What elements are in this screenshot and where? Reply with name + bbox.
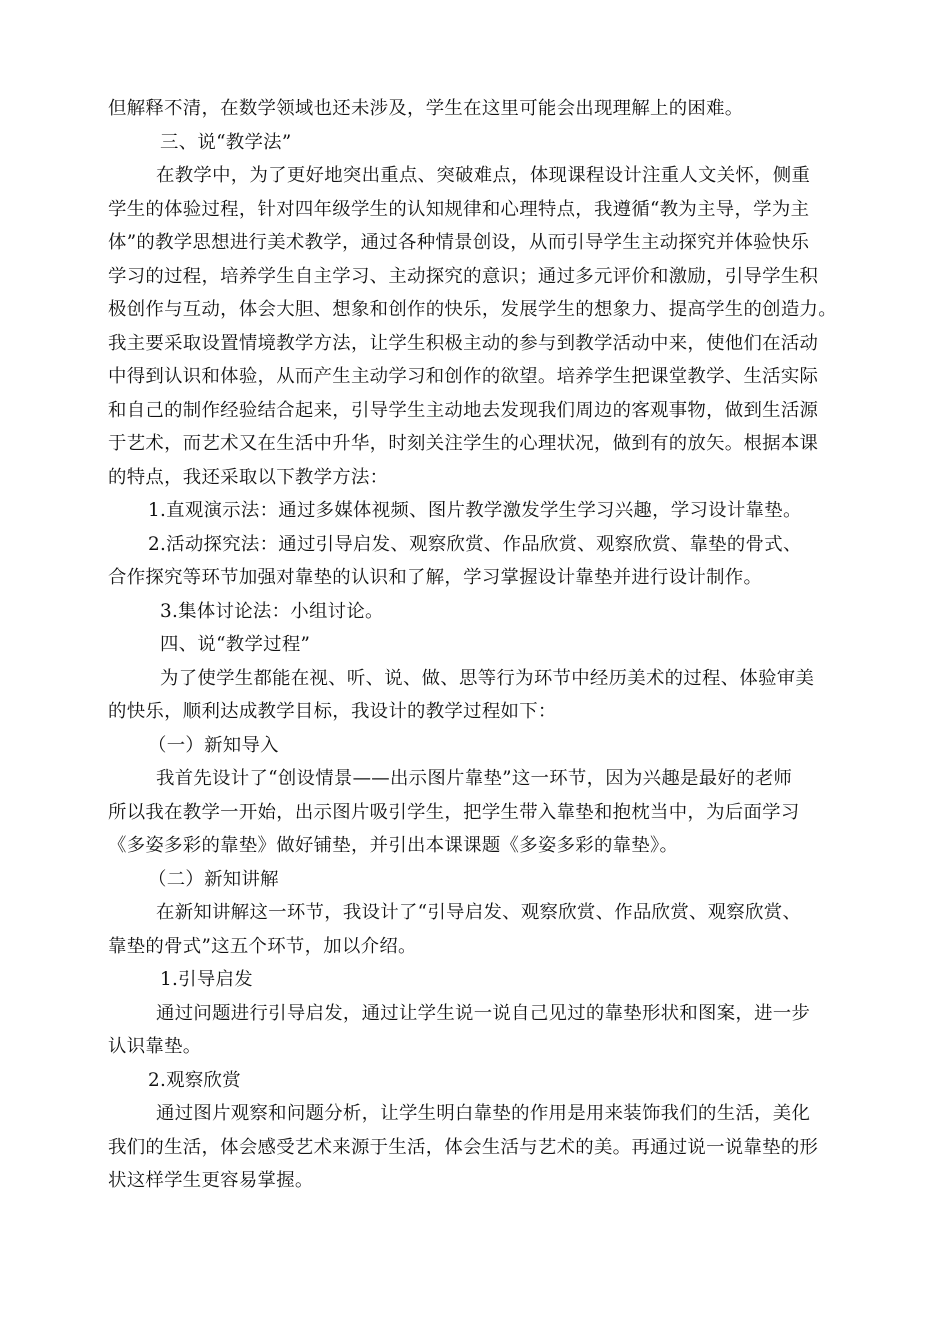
text-line: 通过图片观察和问题分析，让学生明白靠垫的作用是用来装饰我们的生活，美化 — [156, 1103, 811, 1124]
text-line: 但解释不清，在数学领域也还未涉及，学生在这里可能会出现理解上的困难。 — [108, 98, 744, 119]
text-line: 我们的生活，体会感受艺术来源于生活，体会生活与艺术的美。再通过说一说靠垫的形 — [108, 1136, 819, 1158]
text-line: 通过问题进行引导启发，通过让学生说一说自己见过的靠垫形状和图案，进一步 — [156, 1002, 811, 1024]
text-line: 我首先设计了“创设情景——出示图片靠垫”这一环节，因为兴趣是最好的老师 — [156, 768, 793, 789]
document-page — [108, 92, 850, 1198]
text-line: 《多姿多彩的靠垫》做好铺垫，并引出本课课题《多姿多彩的靠垫》。 — [108, 835, 679, 856]
text-line: 极创作与互动，体会大胆、想象和创作的快乐，发展学生的想象力、提高学生的创造力。 — [108, 299, 837, 320]
text-line: 在新知讲解这一环节，我设计了“引导启发、观察欣赏、作品欣赏、观察欣赏、 — [156, 902, 802, 923]
text-line: 学生的体验过程，针对四年级学生的认知规律和心理特点，我遵循“教为主导，学为主 — [108, 198, 810, 220]
text-line: 四、说“教学过程” — [160, 634, 311, 655]
text-line: 合作探究等环节加强对靠垫的认识和了解，学习掌握设计靠垫并进行设计制作。 — [108, 567, 763, 588]
text-line: 2.活动探究法：通过引导启发、观察欣赏、作品欣赏、观察欣赏、靠垫的骨式、 — [148, 533, 802, 555]
text-line: 体”的教学思想进行美术教学，通过各种情景创设，从而引导学生主动探究并体验快乐 — [108, 232, 810, 253]
text-line: 学习的过程，培养学生自主学习、主动探究的意识；通过多元评价和激励，引导学生积 — [108, 265, 819, 287]
text-line: 3.集体讨论法：小组讨论。 — [160, 600, 384, 622]
text-line: 认识靠垫。 — [108, 1036, 202, 1057]
text-line: （一）新知导入 — [148, 734, 279, 756]
text-line: 我主要采取设置情境教学方法，让学生积极主动的参与到教学活动中来，使他们在活动 — [108, 332, 819, 354]
text-line: 在教学中，为了更好地突出重点、突破难点，体现课程设计注重人文关怀，侧重 — [156, 165, 811, 186]
text-line: 1.直观演示法：通过多媒体视频、图片教学激发学生学习兴趣，学习设计靠垫。 — [148, 500, 802, 521]
text-line: 状这样学生更容易掌握。 — [108, 1170, 314, 1191]
text-line: 1.引导启发 — [160, 969, 253, 990]
text-line: 的快乐，顺利达成教学目标，我设计的教学过程如下： — [108, 701, 557, 722]
text-line: 三、说“教学法” — [160, 131, 292, 153]
text-line: 的特点，我还采取以下教学方法： — [108, 466, 389, 488]
text-line: 中得到认识和体验，从而产生主动学习和创作的欲望。培养学生把课堂教学、生活实际 — [108, 366, 819, 387]
text-line: （二）新知讲解 — [148, 868, 279, 890]
text-line: 所以我在教学一开始，出示图片吸引学生，把学生带入靠垫和抱枕当中，为后面学习 — [108, 801, 800, 823]
text-line: 为了使学生都能在视、听、说、做、思等行为环节中经历美术的过程、体验审美 — [160, 667, 815, 689]
text-line: 2.观察欣赏 — [148, 1069, 241, 1091]
text-line: 和自己的制作经验结合起来，引导学生主动地去发现我们周边的客观事物，做到生活源 — [108, 399, 819, 421]
text-line: 靠垫的骨式”这五个环节，加以介绍。 — [108, 935, 417, 957]
text-line: 于艺术，而艺术又在生活中升华，时刻关注学生的心理状况，做到有的放矢。根据本课 — [108, 433, 819, 454]
